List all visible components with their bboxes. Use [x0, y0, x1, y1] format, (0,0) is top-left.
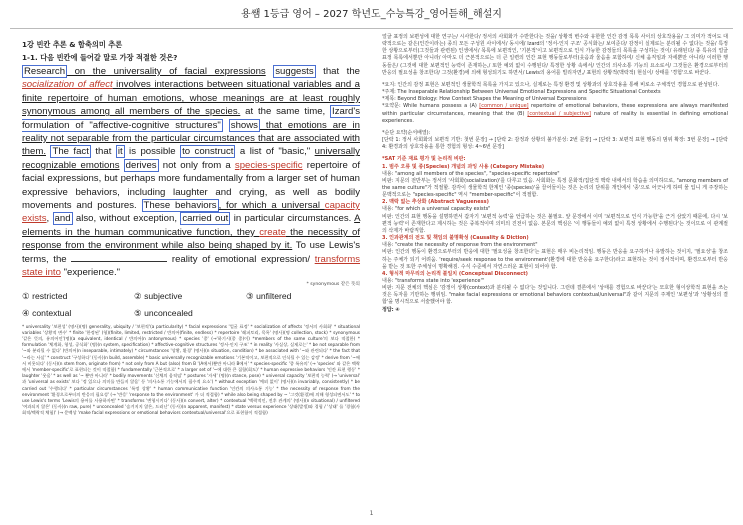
summary-text: *요약문: While humans possess a (A): [382, 103, 480, 110]
passage-text: that emotions are in reality not separable from the particular circumstances that are associated with them.: [22, 119, 361, 158]
passage-text: To use Lewis's terms, the: [22, 240, 360, 265]
critique-item-title: 2. 맥락 없는 추상화 (Abstract Vagueness): [382, 199, 489, 206]
passage-verb: shows: [230, 119, 258, 131]
passage-keyword: transforms state into: [22, 253, 361, 279]
choice-option[interactable]: ⑤ unconcealed: [134, 307, 193, 318]
passage-text: the necessity of response from the environment: [22, 226, 360, 252]
passage-verb: and: [54, 213, 71, 225]
choice-option[interactable]: ③ unfiltered: [246, 290, 292, 301]
choice-row: [22, 308, 360, 319]
passage-text: also, without exception,: [72, 213, 181, 225]
passage-keyword: create: [259, 226, 286, 238]
passage-verb: suggests: [275, 66, 314, 77]
passage-text: A: [354, 213, 360, 225]
page-number: 1: [369, 510, 374, 517]
critique-body: 비판: 인간의 행동이 환경으로부터의 반응에 대한 '필요성을 창조한다'는 표현은 매우 비논리적임. 행동은 반응을 요구하거나 유발하는 것이지, '필요성'을 창조하는 주체가 되기 어려움. 'require/seek response to the environment'(환경에 대한 반응을 요구한다)라고 표현하는 것이 정서적이며, 환경으로부터 반응을 받는 것 또한 주체성이 명확해짐. 수식 수준에서 자연스러운 표현이 되어야 함.: [382, 249, 728, 270]
critique-body: 비판: 지문 전체의 핵심은 '감정이 상황(context)과 분리될 수 없다'는 것입니다. 그런데 결론에서 '상태를 경험으로 바꾼다'는 모호한 형이상학적 표현을 쓰는 것은 독자를 기만하는 행위임. "make facial expressions or emotional behaviors contextual/universal"과 같이 지문의 주제인 '보편성'과 '상황성의 결합'을 명시적으로 서술했어야 함.: [382, 285, 728, 306]
header-divider: [10, 28, 733, 29]
critique-quote: 내용: "among all members of the species", "species-specific repertoire": [382, 170, 560, 177]
passage-text: that the: [315, 66, 361, 77]
passage-text: that: [90, 146, 116, 158]
passage-text: in particular circumstances.: [230, 213, 355, 225]
passage-text: , for which a universal: [218, 200, 325, 212]
critique-body: 비판: 지문의 전반부는 정서의 '사회화(socialization)'를 다루고 있음. 사회화는 특정 문화적/집단적 맥락 내에서의 학습을 의미하므로, "among members of the same culture"가 적절할. 감각이 생물학적 한계인 '종(species)'을 끌어들이는 것은 논리의 단위를 개인에서 '종'으로 어긋나게 하며 물 입니 게 주장하는 문맥적으로는 "species-specific" 역시 "member-specific"이 적절함.: [382, 177, 728, 199]
critique-item-title: 3. 인과관계의 전도 및 책임의 불명확성 (Causality & Diction): [382, 235, 529, 242]
passage-text: repertoire of facial expressions, but perhaps more fundamentally from a larger set of human expressive behaviors, including laughter and crying, as well as bodily movements and postures.: [22, 159, 360, 212]
passage-subject: The fact: [52, 146, 89, 158]
summary-text: repertoire of emotional behaviors, these expressions are always manifested within particular circumstances, meaning that the (B): [382, 103, 728, 117]
passage-keyword: species-specific: [234, 159, 303, 171]
passage-verb: derives: [125, 159, 157, 171]
passage-text: involves interactions between situational variables and a finite repertoire of human emotions, whose meanings are at least roughly synonymous among all members of the species.: [22, 79, 361, 118]
passage-text: ,: [46, 213, 53, 225]
reading-passage: [22, 65, 360, 280]
title-line: *제목: Beyond Biology: How Context Shapes the Meaning of Universal Expressions: [382, 96, 587, 103]
critique-quote: 내용: "for which a universal capacity exists": [382, 206, 491, 213]
critique-body: 비판: 인간의 표현 행동을 설명하면서 갑자기 '보편적 능력'을 언급하는 것은 불필요. 앞 문장에서 이미 '보편적으로 인식 가능한'을 근거 삼았기 때문에, 다시 '보편적 능력'이 존재한다고 제시하는 것은 중복적이며 의미의 진전이 없음. 본문의 핵심은 '이 행동들이 예외 없이 특정 상황에서 수행된다'는 것이므로 이 관계절의 삭제가 바람직함.: [382, 213, 728, 234]
choice-option[interactable]: ④ contextual: [22, 307, 72, 318]
passage-pronoun: it: [117, 146, 123, 158]
passage-subject: Research: [24, 66, 66, 77]
answer-line: 정답: ④: [382, 306, 400, 313]
critique-heading: *SAT 기준 재료 평가 및 논리적 비판:: [382, 156, 466, 163]
explanation-column: [382, 34, 728, 314]
critique-item-title: 4. 형식적 마무리의 논리적 불일치 (Conceptual Disconnect): [382, 270, 528, 277]
choice-row: [22, 291, 360, 302]
passage-text: while also being shaped by it.: [157, 240, 293, 252]
passage-keyword: capacity exists: [22, 200, 360, 225]
passage-subject: Izard's formulation of "affective-cognitive structures": [22, 106, 361, 131]
vocabulary-notes: * universality '보편성' (명사)(명) generality, ubiquity / '보편적'(a particularity) * facial expressions '얼굴 표정' * socialization of affects '정서의 사회화' * situational variables '상황적 변수' * finite '한정된' (형)(finite, limited, restricted / 반의어(finite, endless) * repertoire '레퍼토리, 목록' (명사)(명 collection, stock) * synonymous '같은 뜻의, 유의어인'(명)(a equivalent, identical / 반의어(n antonymous) * species '종' (→'하기시(종 종)이) *members of the same culture'의 보다 적절한) * formulation '체계화, 형성, 공식화' (명)(n system, specification) * affective-cognitive structures '정서-인지 구조' * in reality '사실상, 실제로는' * be not separable from '~와 분리될 수 없다' (반의어(n inseparable, intimately) * circumstances '상황, 환경' (명사)(n situation, condition) * be associated with '~와 관련되다' * the fact that '~라는 사실' * construct '구성하다' (동사)(n build, assemble) * basic universally recognizable emotions '기본적이고, 보편적으로 인식될 수 있는 감정' * derive from '~에서 비롯되다' (동사)(n stem from, originate from) * not only from A but (also) from B '(A에서)뿐만 아니라 B에서' * species-specific '종 특유의' (→ 'species' 와 같은 맥락에서 'member-specific'로 표현되는 것이 적절함) * fundamentally '근본적으로' * a larger set of '~에 대한 큰 집합(회도)' * human expressive behaviors '인간 표현 행동' * laughter '웃음' * as well as '~ 뿐만 아니라' * bodily movements '신체의 움직임' * postures '자세' (명)(n stance, pose) * universal capacity '보편적 능력' (→ 'universal' 과 'universal as exists' 보다 '정 있으나 의미를 만들지 않음' 등 '의사소통 기능에서의 필수적 요소') * without exception '예외 없이' (명사)(n invariably, consistently) * be carried out '수행되다' * particular circumstances '특정 상황' * human communicative function '인간의 의사소통 기능' * the necessity of response from the environment '환경으로부터의 반응의 필요성' (→ '반응' 'response to the environment' 가 더 적절함) * while also being shaped by ~ '그것(환경)에 의해 형성되면서도' * to use Lewis's terms 'Lewis의 용어를 사용하자면' * transforms '변형시키다' (동사)(n convert, alter) * contextual '맥락적인, 전후 관계의' (명사)(n situational) / unfiltered '여과되지 않은' (동사)(n raw, pure) * unconcealed '숨겨지지 않은, 드러난' (동사)(n apparent, manifest) * state versus experience '상태(발생)와 경험 / '상태' 를 '경험(사회적/맥락적 체험)' (→ 문맥상 'make facial expressions or emotional behaviors contextual/universal'으로 표현함이 적절함): [22, 324, 360, 417]
passage-text: reality of emotional expression/: [167, 253, 315, 265]
critique-item-title: 1. 범주 오류 및 종(Species) 개념의 과잉 사용 (Category Mistake): [382, 163, 545, 170]
sequence-heading: *순단 요약(순서배열):: [382, 129, 431, 136]
gist-line: *요지: 인간의 감정 표현은 보편적인 생물학적 목록을 가지고 있으나, 실제로는 특정 환경 및 상황과의 상호작용을 통해 비로소 구체적인 경험으로 완성된다.: [382, 81, 720, 88]
sequence-line: [단락 1: 정서 사회화의 보편적 기반: 첫번 문장] → [단락 2: 감정과 상황의 불가분성: 2번 문장] → [단락 3: 보편적 표현 행동의 범위 확장: 3번 문장] → [단락 4: 환경과의 상호작용을 통한 경험의 형성: 4~6번 문장]: [382, 137, 728, 151]
question-prompt: 1-1. 다음 빈칸에 들어갈 말로 가장 적절한 것은?: [22, 53, 178, 62]
answer-blank: [71, 253, 167, 262]
passage-subject: These behaviors: [143, 200, 217, 212]
answer-choices: [22, 291, 360, 319]
passage-text: universally recognizable emotions: [22, 146, 360, 171]
summary-line: [382, 103, 728, 124]
section-title: 1강 빈칸 추론 & 함축의미 추론: [22, 40, 123, 49]
passage-text: "experience.": [60, 267, 121, 279]
choice-option[interactable]: ② subjective: [134, 290, 183, 301]
summary-choice-a: [common / unique]: [479, 103, 529, 110]
passage-text: elements in the human communicative function, they: [22, 226, 260, 238]
document-title: 용쌤 1등급 영어 – 2027 학년도_수능특강_영어듣해_해설지: [241, 9, 502, 20]
passage-text: a list of "basic,": [235, 146, 315, 158]
passage-text: is possible: [124, 146, 181, 158]
critique-quote: 내용: "create the necessity of response from the environment": [382, 242, 538, 249]
critique-quote: 내용: "transforms state into 'experience'": [382, 278, 485, 284]
translation-paragraph: 얼굴 표정의 보편성에 대한 연구는/ 시사한다/ 정서의 사회화가 수반한다는 것을/ 상황적 변수와 유한한 인간 감정 목록 사이의 상호작용을/ 그 의미가 적어도 대략적으로는 같은(인간이라는) 종의 모든 구성원 사이에서/ 동시에/ Izard의 '정서-인지 구조' 공식화는/ 보여준다/ 감정이 실제로는 분리될 수 없다는 것을/ 특정한 상황으로부터(그것들과 관련된) 인생에서/ 목록에 보편적인, '기본적'이고 보편적으로 인식 가능한 감정들의 목록을 구성하는 것이/ 유래된다/ 종 특유의 얼굴 표정 목록에서뿐만 아니라/ 아마도 더 근본적으로는 더 큰 일련의 인간 표현 행동들로부터(웃음과 울음을 포함하여/ 신체 움직임과 자세뿐만 아니라/ 이러한 행동들은/ (그것에 대한 보편적인 능력이 존재하는,/ 또한 예외 없이 수행된다/ 특정한 상황 속에서/ 인간의 의사소통 기능의 요소로서/ 그것들은 환경으로부터의 반응의 필요성을 창조한다/ 그것(환경)에 의해 형성되기도 하면서/ Lewis의 용어를 빌리자면,/ 표현의 상황적(맥락적) 현실이/ 상태를 '경험'으로 바꾼다.: [382, 34, 728, 76]
passage-keyword: socialization of affect: [22, 79, 113, 91]
choice-option[interactable]: ① restricted: [22, 290, 68, 301]
summary-text: nature of reality is essential in defining emotional experiences.: [382, 110, 728, 124]
passage-text: not only from a: [158, 159, 235, 171]
passage-text: on the universality of facial expressions: [67, 66, 266, 77]
passage-verb: carried out: [182, 213, 229, 225]
passage-verb: to construct: [182, 146, 234, 158]
topic-line: *주제: The Inseparable Relationship Between Universal Emotional Expressions and Specific Situational Contexts: [382, 89, 661, 96]
footnote: * synonymous 같은 뜻의: [306, 281, 360, 287]
summary-choice-b: [contextual / subjective]: [527, 110, 591, 117]
passage-text: at the same time,: [240, 106, 331, 118]
question-column: [22, 40, 360, 418]
